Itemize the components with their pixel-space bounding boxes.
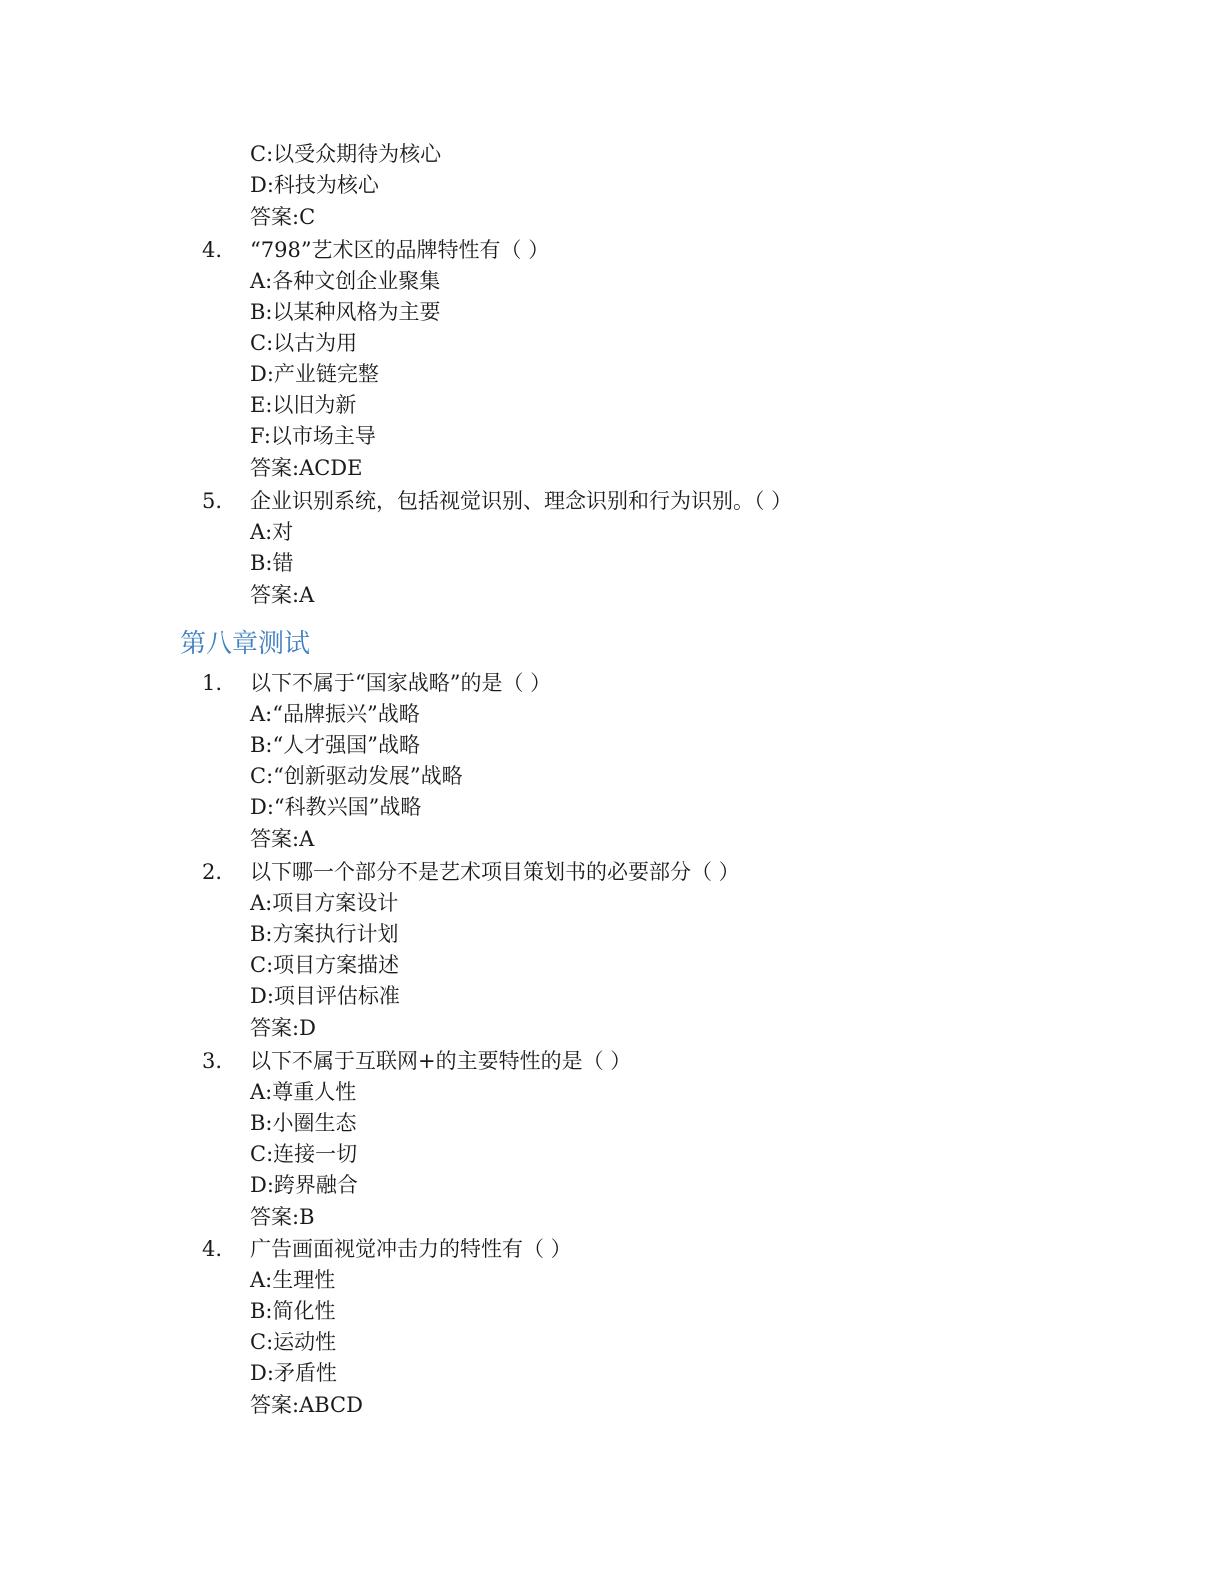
answer: 答案:B (250, 1205, 315, 1229)
question-4 (202, 1235, 572, 1263)
option-c: C:以古为用 (250, 331, 358, 355)
answer: 答案:C (250, 205, 316, 229)
question-5 (202, 487, 792, 515)
answer: 答案:A (250, 827, 315, 851)
option-d: D:产业链完整 (250, 362, 379, 386)
question-3 (202, 1047, 631, 1075)
option-f: F:以市场主导 (250, 424, 376, 448)
question-text: 企业识别系统，包括视觉识别、理念识别和行为识别。（ ） (250, 489, 793, 513)
question-number: 1. (202, 671, 223, 695)
chapter-heading: 第八章测试 (180, 629, 311, 659)
option-b: B:“人才强国”战略 (250, 733, 420, 757)
question-text: 以下不属于“国家战略”的是（ ） (250, 671, 552, 695)
option-c: C:项目方案描述 (250, 953, 400, 977)
question-text: 广告画面视觉冲击力的特性有（ ） (250, 1237, 572, 1261)
question-number: 5. (202, 489, 223, 513)
option-d: D:矛盾性 (250, 1361, 337, 1385)
question-text: 以下哪一个部分不是艺术项目策划书的必要部分（ ） (250, 860, 740, 884)
option-b: B:小圈生态 (250, 1111, 357, 1135)
answer: 答案:ACDE (250, 456, 363, 480)
answer: 答案:ABCD (250, 1393, 363, 1417)
question-text: 以下不属于互联网+的主要特性的是（ ） (250, 1049, 632, 1073)
option-b: B:以某种风格为主要 (250, 300, 441, 324)
option-a: A:各种文创企业聚集 (250, 269, 441, 293)
option-e: E:以旧为新 (250, 393, 357, 417)
option-b: B:简化性 (250, 1299, 336, 1323)
option-d: D:科技为核心 (250, 173, 379, 197)
question-4 (202, 236, 549, 264)
question-number: 2. (202, 860, 223, 884)
question-1 (202, 669, 551, 697)
option-c: C:“创新驱动发展”战略 (250, 764, 463, 788)
option-d: D:“科教兴国”战略 (250, 795, 422, 819)
option-a: A:项目方案设计 (250, 891, 399, 915)
option-a: A:对 (250, 520, 294, 544)
question-2 (202, 858, 740, 886)
answer: 答案:D (250, 1016, 316, 1040)
option-c: C:运动性 (250, 1330, 337, 1354)
option-b: B:错 (250, 551, 294, 575)
option-c: C:连接一切 (250, 1142, 358, 1166)
option-d: D:跨界融合 (250, 1173, 358, 1197)
question-text: “798”艺术区的品牌特性有（ ） (250, 238, 550, 262)
option-c: C:以受众期待为核心 (250, 142, 442, 166)
option-a: A:“品牌振兴”战略 (250, 702, 420, 726)
option-a: A:尊重人性 (250, 1080, 357, 1104)
option-b: B:方案执行计划 (250, 922, 399, 946)
answer: 答案:A (250, 583, 315, 607)
option-a: A:生理性 (250, 1268, 336, 1292)
question-number: 4. (202, 1237, 223, 1261)
question-number: 3. (202, 1049, 223, 1073)
question-number: 4. (202, 238, 223, 262)
option-d: D:项目评估标准 (250, 984, 400, 1008)
